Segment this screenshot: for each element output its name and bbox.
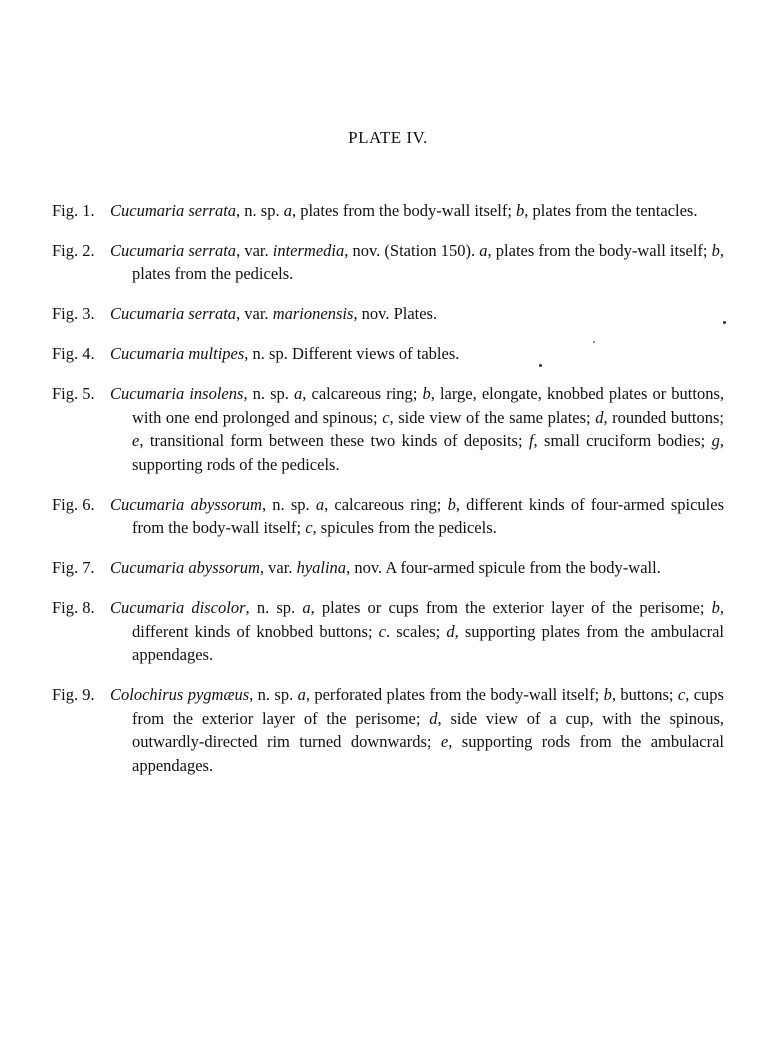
caption-italic-text: d [595,407,604,427]
figure-caption-text [110,558,661,577]
caption-italic-text: a [479,240,488,260]
figure-caption-6 [52,493,724,540]
figure-caption-4 [52,342,724,366]
figure-caption-text [110,304,437,323]
caption-text: , different kinds of knobbed buttons; [132,598,724,641]
print-speck [593,341,595,343]
caption-text: , nov. Plates. [353,304,438,323]
caption-text: , calcareous ring; [302,384,423,403]
caption-text: , supporting rods of the pedicels. [132,431,724,474]
figure-label: Fig. 9. [52,685,95,704]
caption-text: , nov. (Station 150). [344,240,480,260]
caption-italic-text: Cucumaria serrata [110,200,237,220]
figure-label: Fig. 2. [52,240,95,260]
caption-text: , plates from the pedicels. [132,240,725,283]
caption-text: , rounded buttons; [603,407,724,427]
caption-text: , calcareous ring; [324,494,448,514]
caption-text: , small cruciform bodies; [533,431,712,450]
caption-italic-text: a [315,494,325,514]
caption-italic-text: a [283,200,292,220]
caption-italic-text: a [302,598,311,617]
caption-text: , cups from the exterior layer of the perisome; [132,685,724,728]
figure-caption-9 [52,683,724,777]
caption-italic-text: f [528,431,534,450]
caption-italic-text: Cucumaria abyssorum [110,558,260,577]
caption-text: , n. sp. [243,384,295,403]
caption-text: , large, elongate, knobbed plates or buttons, with one end prolonged and spinous; [132,384,725,427]
caption-italic-text: g [711,431,720,450]
figure-label: Fig. 3. [52,304,95,323]
caption-text: . scales; [386,621,447,641]
figure-caption-5 [52,382,724,476]
figure-label: Fig. 4. [52,344,95,363]
caption-italic-text: c [382,407,390,427]
print-speck [539,364,542,367]
caption-text: , supporting plates from the ambulacral appendages. [132,621,725,664]
caption-text: , supporting rods from the ambulacral appendages. [132,732,724,775]
caption-text: , var. [236,304,273,323]
caption-italic-text: a [294,384,303,403]
figure-label: Fig. 8. [52,598,95,617]
caption-text: , side view of the same plates; [389,407,596,427]
caption-text: , plates from the body-wall itself; [291,200,517,220]
caption-text: , spicules from the pedicels. [312,518,497,537]
caption-text: , buttons; [611,685,678,704]
figure-caption-1 [52,199,724,223]
plate-title: PLATE IV. [348,128,428,147]
caption-italic-text: c [378,621,386,641]
caption-italic-text: d [446,621,455,641]
figure-caption-text [110,241,724,284]
figure-label: Fig. 1. [52,200,95,220]
caption-italic-text: Cucumaria discolor [110,598,246,617]
caption-text: , perforated plates from the body-wall itself; [305,685,604,704]
caption-italic-text: a [297,685,306,704]
caption-italic-text: marionensis [272,304,354,323]
caption-text: , n. sp. [236,200,284,220]
caption-text: , plates from the body-wall itself; [487,240,712,260]
caption-text: , side view of a cup, with the spinous, outwardly-directed rim turned downwards; [132,708,724,751]
figure-caption-text [110,201,697,220]
caption-italic-text: b [516,200,525,220]
caption-text: , plates from the tentacles. [524,200,698,220]
caption-italic-text: Colochirus pygmæus [110,685,250,704]
figure-caption-text [110,685,724,775]
caption-italic-text: b [711,598,720,617]
caption-text: , plates or cups from the exterior layer of the perisome; [310,598,712,617]
caption-italic-text: hyalina [296,558,347,577]
figure-caption-7 [52,556,724,580]
figure-label: Fig. 6. [52,494,95,514]
caption-italic-text: e [132,431,140,450]
caption-italic-text: b [447,494,456,514]
caption-italic-text: b [711,240,720,260]
caption-text: , n. sp. [261,494,316,514]
caption-text: , n. sp. [245,598,303,617]
caption-italic-text: e [440,732,449,751]
caption-text: , transitional form between these two kinds of deposits; [139,431,529,450]
caption-italic-text: Cucumaria multipes [110,344,245,363]
caption-italic-text: b [422,384,431,403]
caption-text: , n. sp. [249,685,298,704]
caption-italic-text: d [429,708,438,728]
caption-italic-text: Cucumaria serrata [110,240,237,260]
caption-italic-text: b [603,685,612,704]
print-speck [723,321,726,324]
caption-text: , different kinds of four-armed spicules from the body-wall itself; [132,494,724,537]
caption-italic-text: Cucumaria serrata [110,304,237,323]
caption-italic-text: c [677,685,686,704]
caption-text: , var. [236,240,273,260]
figure-caption-2 [52,239,724,286]
figure-label: Fig. 5. [52,384,95,403]
caption-text: , nov. A four-armed spicule from the body-wall. [346,558,661,577]
caption-italic-text: c [305,518,313,537]
figure-caption-list [52,182,724,794]
caption-italic-text: intermedia [272,240,345,260]
caption-italic-text: Cucumaria abyssorum [110,494,262,514]
caption-text: , var. [259,558,297,577]
figure-caption-8 [52,596,724,667]
figure-label: Fig. 7. [52,558,95,577]
figure-caption-text [110,598,724,664]
caption-text: , n. sp. Different views of tables. [244,344,460,363]
caption-italic-text: Cucumaria insolens [110,384,244,403]
figure-caption-3 [52,302,724,326]
figure-caption-text [110,384,724,474]
figure-caption-text [110,344,459,363]
figure-caption-text [110,495,724,538]
